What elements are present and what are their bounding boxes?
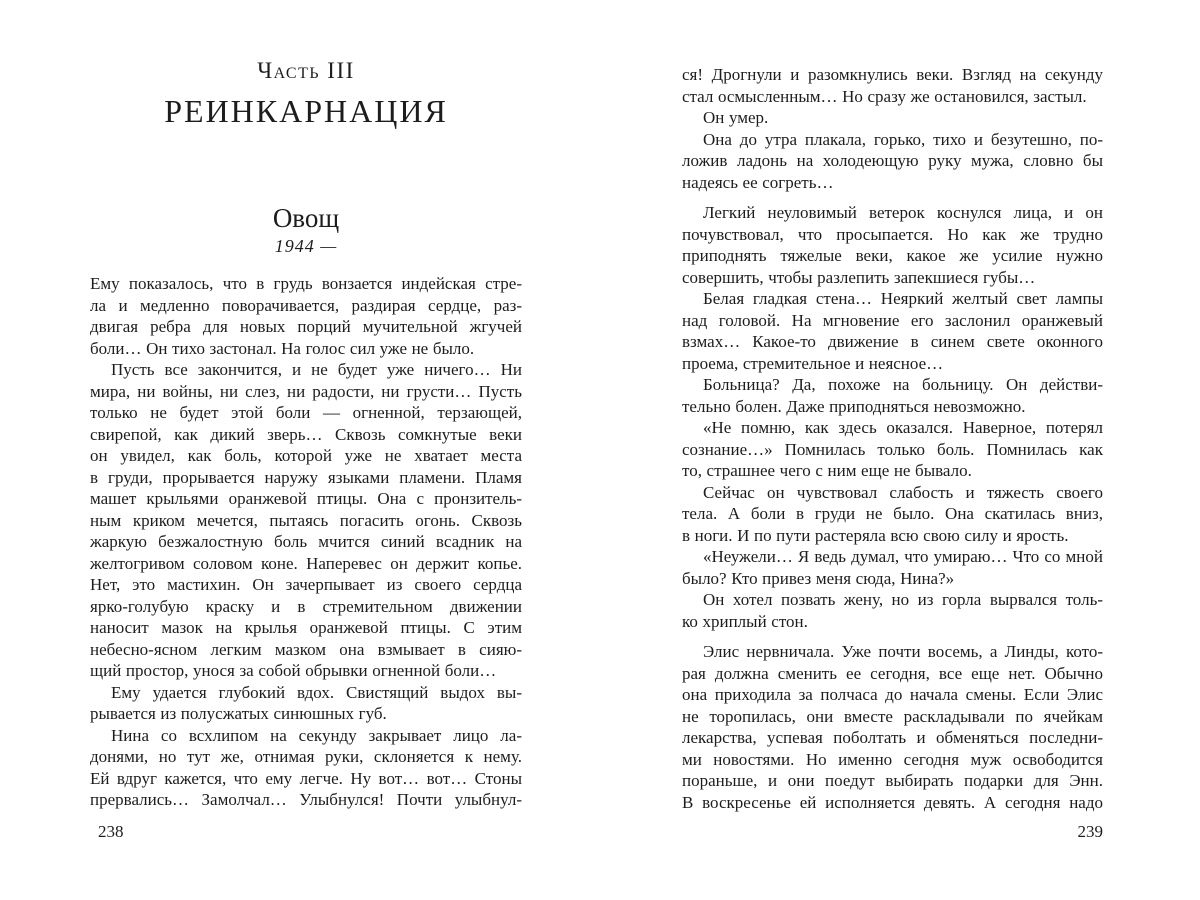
text-line: Ему показалось, что в грудь вонзается индейская стре- xyxy=(90,274,522,293)
left-page xyxy=(90,0,522,900)
paragraph xyxy=(682,107,1103,129)
text-line: ся! Дрогнули и разомкнулись веки. Взгляд на секунду xyxy=(682,65,1103,84)
text-line: Легкий неуловимый ветерок коснулся лица, и он xyxy=(703,203,1103,222)
paragraph xyxy=(682,374,1103,417)
paragraph xyxy=(682,64,1103,107)
text-line: Пусть все закончится, и не будет уже ничего… Ни xyxy=(111,360,522,379)
text-line: наносит мазок на крылья оранжевой птицы. С этим xyxy=(90,618,522,637)
text-line: Нет, это мастихин. Он зачерпывает из своего сердца xyxy=(90,575,522,594)
paragraph xyxy=(682,417,1103,482)
paragraph xyxy=(90,725,522,811)
text-line: рывается из полусжатых синюшных губ. xyxy=(90,704,387,723)
text-line: надеясь ее согреть… xyxy=(682,172,834,192)
text-line: было? Кто привез меня сюда, Нина?» xyxy=(682,568,955,588)
text-line: совершить, чтобы разлепить запекшиеся губы… xyxy=(682,267,1036,287)
text-line: свирепой, как дикий зверь… Сквозь сомкнутые веки xyxy=(90,424,522,444)
text-line: проема, стремительное и неясное… xyxy=(682,353,944,373)
text-line: небесно-ясном легким мазком она взмывает в сияю- xyxy=(90,639,522,659)
text-line: не торопилась, они вместе раскладывали по ячейкам xyxy=(682,706,1103,726)
paragraph xyxy=(682,589,1103,632)
part-label: Часть III xyxy=(257,58,355,83)
paragraph xyxy=(682,288,1103,374)
paragraph xyxy=(682,641,1103,813)
paragraph xyxy=(90,682,522,725)
text-line: Он хотел позвать жену, но из горла вырвался толь- xyxy=(703,590,1103,609)
text-line: тельно болен. Даже приподняться невозможно. xyxy=(682,396,1026,416)
text-line: двигая ребра для новых порций мучительной жгучей xyxy=(90,317,522,336)
paragraph xyxy=(682,129,1103,194)
text-line: донями, но тут же, отнимая руки, склоняется к нему. xyxy=(90,747,522,766)
text-line: Ему удается глубокий вдох. Свистящий выдох вы- xyxy=(111,682,522,702)
text-line: ла и медленно поворачивается, раздирая сердце, раз- xyxy=(90,295,522,315)
text-line: Элис нервничала. Уже почти восемь, а Линды, кото- xyxy=(703,642,1103,661)
text-line: прервались… Замолчал… Улыбнулся! Почти улыбнул- xyxy=(90,790,522,809)
text-line: почувствовал, что просыпается. Но как же трудно xyxy=(682,224,1103,244)
left-page-number: 238 xyxy=(98,822,124,841)
paragraph xyxy=(682,202,1103,288)
chapter-title: Овощ xyxy=(272,203,340,233)
right-page-number: 239 xyxy=(1077,822,1103,841)
text-line: ми новостями. Но именно сегодня муж освободится xyxy=(682,749,1103,769)
right-page-body xyxy=(682,64,1103,813)
text-line: жаркую безжалостную боль мчится синий всадник на xyxy=(90,532,522,551)
text-line: сознание…» Помнилась только боль. Помнилась как xyxy=(682,439,1103,459)
text-line: взмах… Какое-то движение в синем свете оконного xyxy=(682,332,1103,351)
text-line: Белая гладкая стена… Неяркий желтый свет лампы xyxy=(703,289,1103,308)
text-line: желтогривом соловом коне. Наперевес он держит копье. xyxy=(90,553,522,573)
text-line: машет крыльями оранжевой птицы. Она с пронзитель- xyxy=(90,489,522,508)
text-line: Она до утра плакала, горько, тихо и безутешно, по- xyxy=(703,129,1103,149)
text-line: ко хриплый стон. xyxy=(682,611,808,631)
right-page xyxy=(682,0,1103,900)
text-line: приподнять тяжелые веки, какое же усилие нужно xyxy=(682,246,1103,265)
text-line: Ей вдруг кажется, что ему легче. Ну вот… вот… Стоны xyxy=(90,768,522,788)
text-line: то, страшнее чего с ним еще не бывало. xyxy=(682,461,972,480)
text-line: Сейчас он чувствовал слабость и тяжесть своего xyxy=(703,482,1103,502)
text-line: пораньше, и они поедут выбирать подарки для Энн. xyxy=(682,771,1103,790)
text-line: «Не помню, как здесь оказался. Наверное, потерял xyxy=(703,418,1103,437)
text-line: ным криком мечется, пытаясь погасить огонь. Сквозь xyxy=(90,510,522,530)
text-line: В воскресенье ей исполняется девять. А сегодня надо xyxy=(682,792,1103,812)
text-line: в груди, прорывается наружу языками пламени. Пламя xyxy=(90,467,522,487)
paragraph xyxy=(682,546,1103,589)
text-line: ложив ладонь на холодеющую руку мужа, словно бы xyxy=(682,151,1103,170)
text-line: только не будет этой боли — огненной, терзающей, xyxy=(90,403,522,422)
text-line: в ноги. И по пути растеряла всю свою силу и ярость. xyxy=(682,525,1069,545)
text-line: щий простор, унося за собой обрывки огненной боли… xyxy=(90,661,497,680)
text-line: над головой. На мгновение его заслонил оранжевый xyxy=(682,310,1103,330)
text-line: боли… Он тихо застонал. На голос сил уже не было. xyxy=(90,338,475,358)
text-line: она приходила за полчаса до начала смены. Если Элис xyxy=(682,685,1103,704)
text-line: лекарства, успевая поболтать и обменяться последни- xyxy=(682,728,1103,747)
text-line: Нина со всхлипом на секунду закрывает лицо ла- xyxy=(111,725,522,745)
chapter-date: 1944 — xyxy=(274,236,338,256)
text-line: рая должна сменить ее сегодня, все еще нет. Обычно xyxy=(682,663,1103,683)
paragraph xyxy=(90,359,522,682)
text-line: он увидел, как боль, которой уже не хватает места xyxy=(90,446,522,465)
text-line: стал осмысленным… Но сразу же остановился, застыл. xyxy=(682,86,1087,106)
text-line: Больница? Да, похоже на больницу. Он действи- xyxy=(703,375,1103,394)
text-line: мира, ни войны, ни слез, ни радости, ни грусти… Пусть xyxy=(90,381,522,401)
left-page-body xyxy=(90,273,522,811)
text-line: Он умер. xyxy=(703,108,769,127)
text-line: «Неужели… Я ведь думал, что умираю… Что со мной xyxy=(703,547,1103,566)
text-line: ярко-голубую краску и в стремительном движении xyxy=(90,596,522,616)
text-line: тела. А боли в груди не было. Она скатилась вниз, xyxy=(682,504,1103,523)
part-title: РЕИНКАРНАЦИЯ xyxy=(164,93,448,129)
paragraph xyxy=(90,273,522,359)
paragraph xyxy=(682,482,1103,547)
